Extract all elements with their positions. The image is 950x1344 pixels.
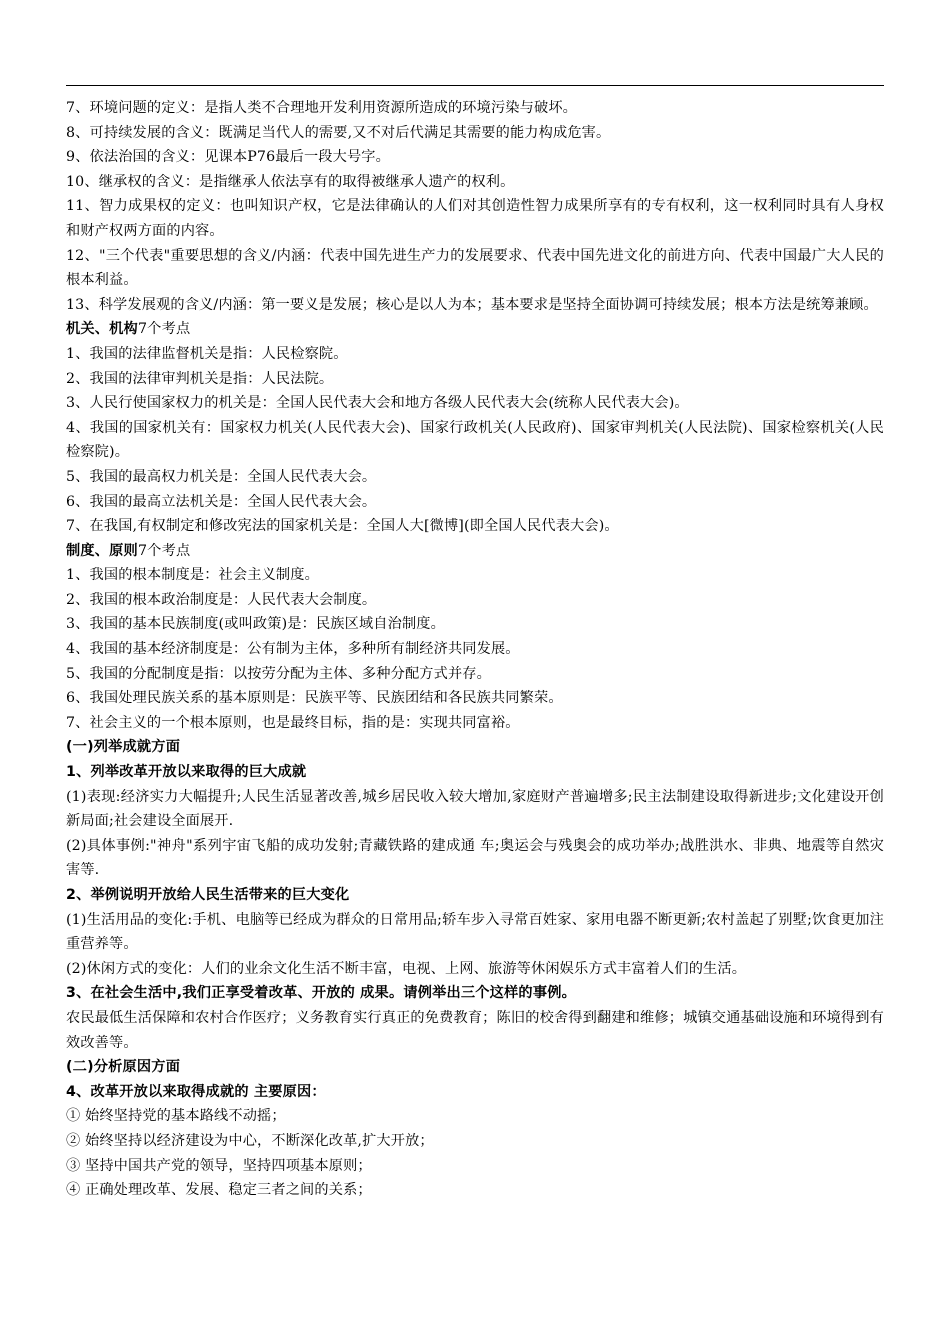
document-body [66, 96, 884, 1203]
question-4-answer-1: ① 始终坚持党的基本路线不动摇； [66, 1108, 286, 1125]
definition-line-9: 9、依法治国的含义：见课本P76最后一段大号字。 [66, 149, 390, 166]
section-heading-systems [66, 539, 884, 564]
definition-line-11: 11、智力成果权的定义：也叫知识产权，它是法律确认的人们对其创造性智力成果所享有的专有权利，这一权利同时具有人身权和财产权两方面的内容。 [66, 198, 884, 239]
part-heading-reasons: (二)分析原因方面 [66, 1059, 181, 1076]
systems-item-3: 3、我国的基本民族制度(或叫政策)是：民族区域自治制度。 [66, 616, 445, 633]
section-heading-organs [66, 317, 884, 342]
organs-item-4: 4、我国的国家机关有：国家权力机关(人民代表大会)、国家行政机关(人民政府)、国家审判机关(人民法院)、国家检察机关(人民检察院)。 [66, 419, 884, 461]
question-1-title: 1、列举改革开放以来取得的巨大成就 [66, 764, 307, 781]
organs-item-1: 1、我国的法律监督机关是指：人民检察院。 [66, 345, 348, 362]
organs-item-2: 2、我国的法律审判机关是指：人民法院。 [66, 370, 334, 387]
systems-item-2: 2、我国的根本政治制度是：人民代表大会制度。 [66, 591, 377, 608]
definition-line-12: 12、"三个代表"重要思想的含义/内涵：代表中国先进生产力的发展要求、代表中国先进文化的前进方向、代表中国最广大人民的根本利益。 [66, 247, 884, 289]
part-heading-achievements: (一)列举成就方面 [66, 739, 181, 756]
systems-item-6: 6、我国处理民族关系的基本原则是：民族平等、民族团结和各民族共同繁荣。 [66, 690, 563, 707]
organs-item-6: 6、我国的最高立法机关是：全国人民代表大会。 [66, 493, 377, 510]
systems-item-7: 7、社会主义的一个根本原则，也是最终目标，指的是：实现共同富裕。 [66, 714, 520, 731]
section-heading-systems-count: 7个考点 [137, 542, 191, 559]
definition-line-10: 10、继承权的含义：是指继承人依法享有的取得被继承人遗产的权利。 [66, 173, 515, 190]
question-4-answer-3: ③ 坚持中国共产党的领导，坚持四项基本原则； [66, 1157, 372, 1174]
question-4-title: 4、改革开放以来取得成就的 主要原因： [66, 1083, 326, 1100]
systems-item-1: 1、我国的根本制度是：社会主义制度。 [66, 567, 319, 584]
organs-item-5: 5、我国的最高权力机关是：全国人民代表大会。 [66, 468, 377, 485]
header-rule [66, 85, 884, 86]
definition-line-13: 13、科学发展观的含义/内涵：第一要义是发展；核心是以人为本；基本要求是坚持全面协调可持续发展；根本方法是统筹兼顾。 [66, 296, 878, 313]
question-2-answer-1: (1)生活用品的变化:手机、电脑等已经成为群众的日常用品;轿车步入寻常百姓家、家用电器不断更新;农村盖起了别墅;饮食更加注重营养等。 [66, 911, 884, 953]
section-heading-systems-title: 制度、原则 [66, 542, 138, 559]
systems-item-4: 4、我国的基本经济制度是：公有制为主体，多种所有制经济共同发展。 [66, 641, 520, 658]
question-1-answer-2: (2)具体事例:"神舟"系列宇宙飞船的成功发射;青藏铁路的建成通 车;奥运会与残奥会的成功举办;战胜洪水、非典、地震等自然灾害等. [66, 837, 884, 879]
question-2-answer-2: (2)休闲方式的变化：人们的业余文化生活不断丰富，电视、上网、旅游等休闲娱乐方式丰富着人们的生活。 [66, 960, 747, 977]
section-heading-organs-count: 7个考点 [137, 321, 191, 338]
question-3-title: 3、在社会生活中,我们正享受着改革、开放的 成果。请例举出三个这样的事例。 [66, 985, 576, 1002]
question-3-answer-1: 农民最低生活保障和农村合作医疗；义务教育实行真正的免费教育；陈旧的校舍得到翻建和维修；城镇交通基础设施和环境得到有效改善等。 [66, 1009, 884, 1051]
organs-item-3: 3、人民行使国家权力的机关是：全国人民代表大会和地方各级人民代表大会(统称人民代表大会)。 [66, 395, 689, 412]
systems-item-5: 5、我国的分配制度是指：以按劳分配为主体、多种分配方式并存。 [66, 665, 491, 682]
definition-line-8: 8、可持续发展的含义：既满足当代人的需要,又不对后代满足其需要的能力构成危害。 [66, 124, 611, 141]
organs-item-7: 7、在我国,有权制定和修改宪法的国家机关是：全国人大[微博](即全国人民代表大会)。 [66, 518, 619, 535]
section-heading-organs-title: 机关、机构 [66, 321, 138, 338]
question-4-answer-2: ② 始终坚持以经济建设为中心，不断深化改革,扩大开放； [66, 1132, 434, 1149]
definition-line-7: 7、环境问题的定义：是指人类不合理地开发利用资源所造成的环境污染与破坏。 [66, 100, 577, 116]
question-1-answer-1: (1)表现:经济实力大幅提升;人民生活显著改善,城乡居民收入较大增加,家庭财产普遍增多;民主法制建设取得新进步;文化建设开创新局面;社会建设全面展开. [66, 788, 884, 830]
question-2-title: 2、举例说明开放给人民生活带来的巨大变化 [66, 887, 350, 903]
question-4-answer-4: ④ 正确处理改革、发展、稳定三者之间的关系； [66, 1182, 372, 1199]
